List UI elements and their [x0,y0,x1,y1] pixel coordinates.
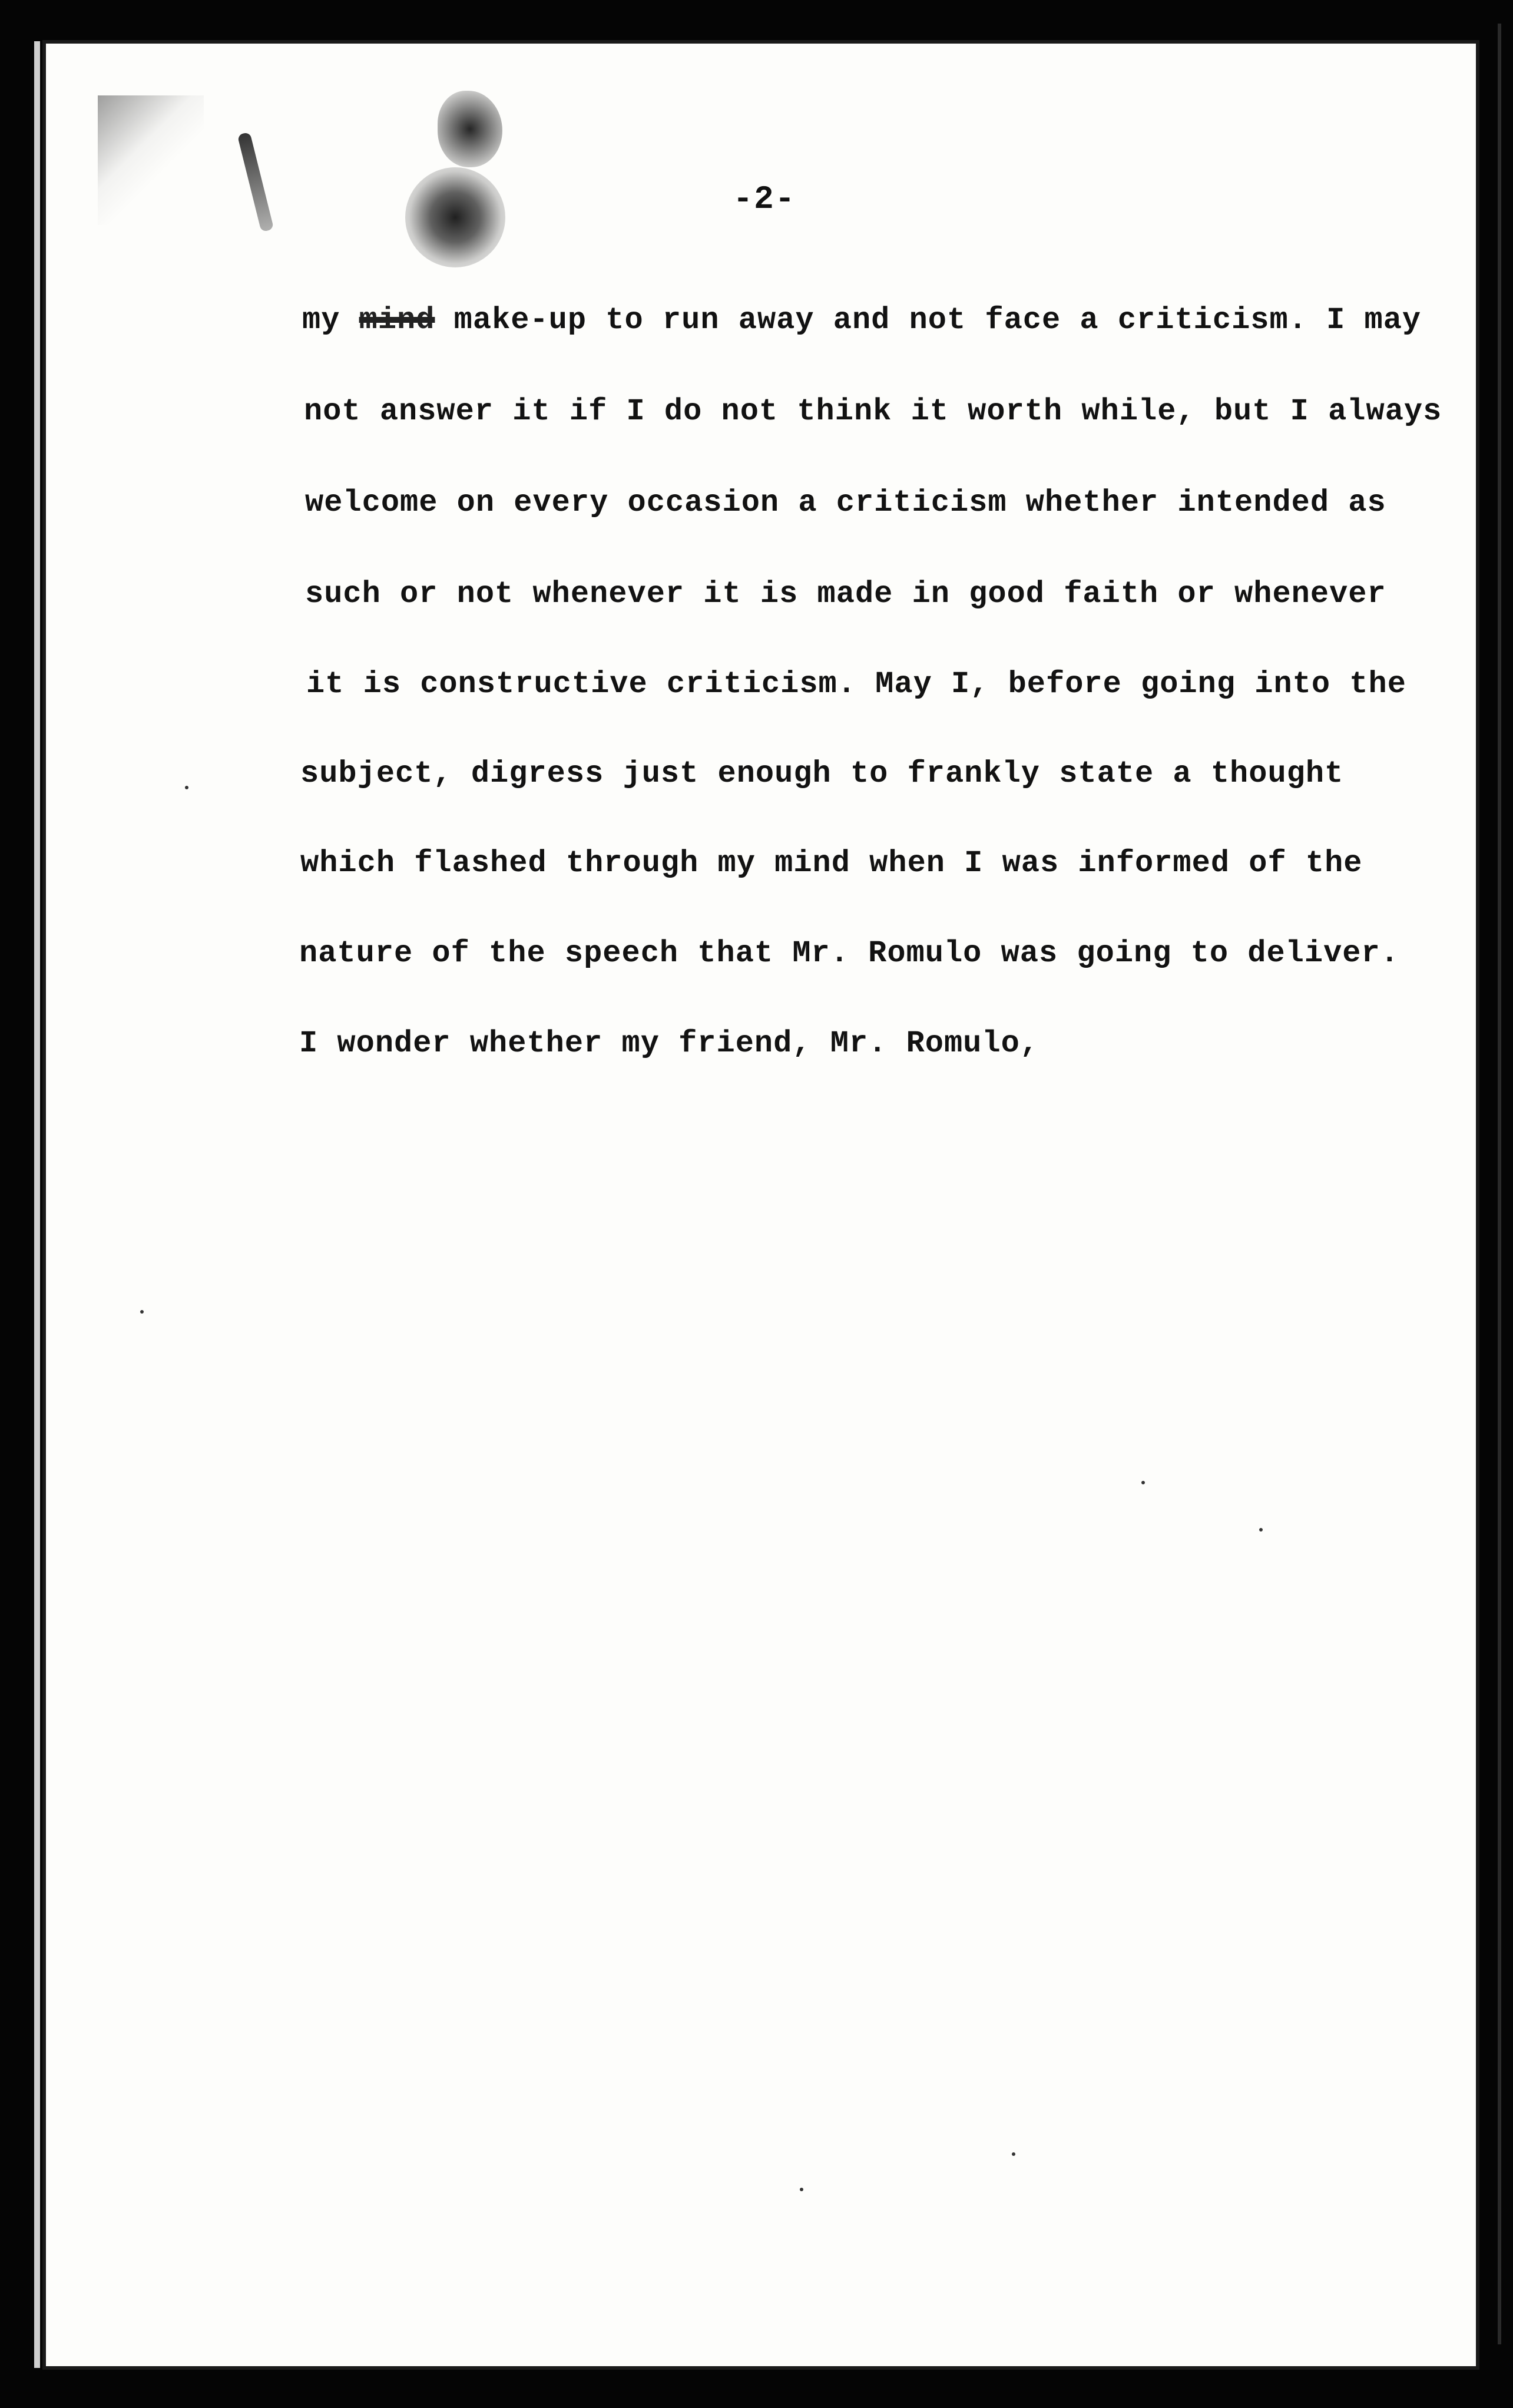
page-number: -2- [733,180,796,218]
line-1-suffix: make-up to run away and not face a criticism. I may [435,303,1422,338]
text-line-4: such or not whenever it is made in good faith or whenever [305,577,1386,611]
speck [1012,2152,1015,2156]
text-line-1 [302,303,1421,338]
text-line-5: it is constructive criticism. May I, before going into the [306,667,1406,702]
text-line-2: not answer it if I do not think it worth while, but I always [304,394,1442,429]
speck [185,786,188,789]
text-line-6: subject, digress just enough to frankly state a thought [300,756,1344,791]
typewritten-page [42,40,1479,2370]
text-line-9: I wonder whether my friend, Mr. Romulo, [299,1026,1039,1061]
paper-stack-edge-left [34,41,40,2368]
text-line-3: welcome on every occasion a criticism whether intended as [305,485,1386,520]
text-line-8: nature of the speech that Mr. Romulo was going to deliver. [299,936,1399,971]
struck-word: mind [359,303,435,338]
ink-stain [405,167,505,267]
speck [800,2188,803,2191]
ink-stain-upper [438,91,502,167]
speck [1141,1481,1145,1484]
corner-smudge [98,95,204,225]
speck [1259,1528,1263,1532]
paper-stack-edge-right [1498,24,1501,2344]
text-line-7: which flashed through my mind when I was informed of the [300,846,1363,881]
line-1-prefix: my [302,303,359,338]
speck [140,1310,144,1314]
ink-streak [237,132,274,232]
